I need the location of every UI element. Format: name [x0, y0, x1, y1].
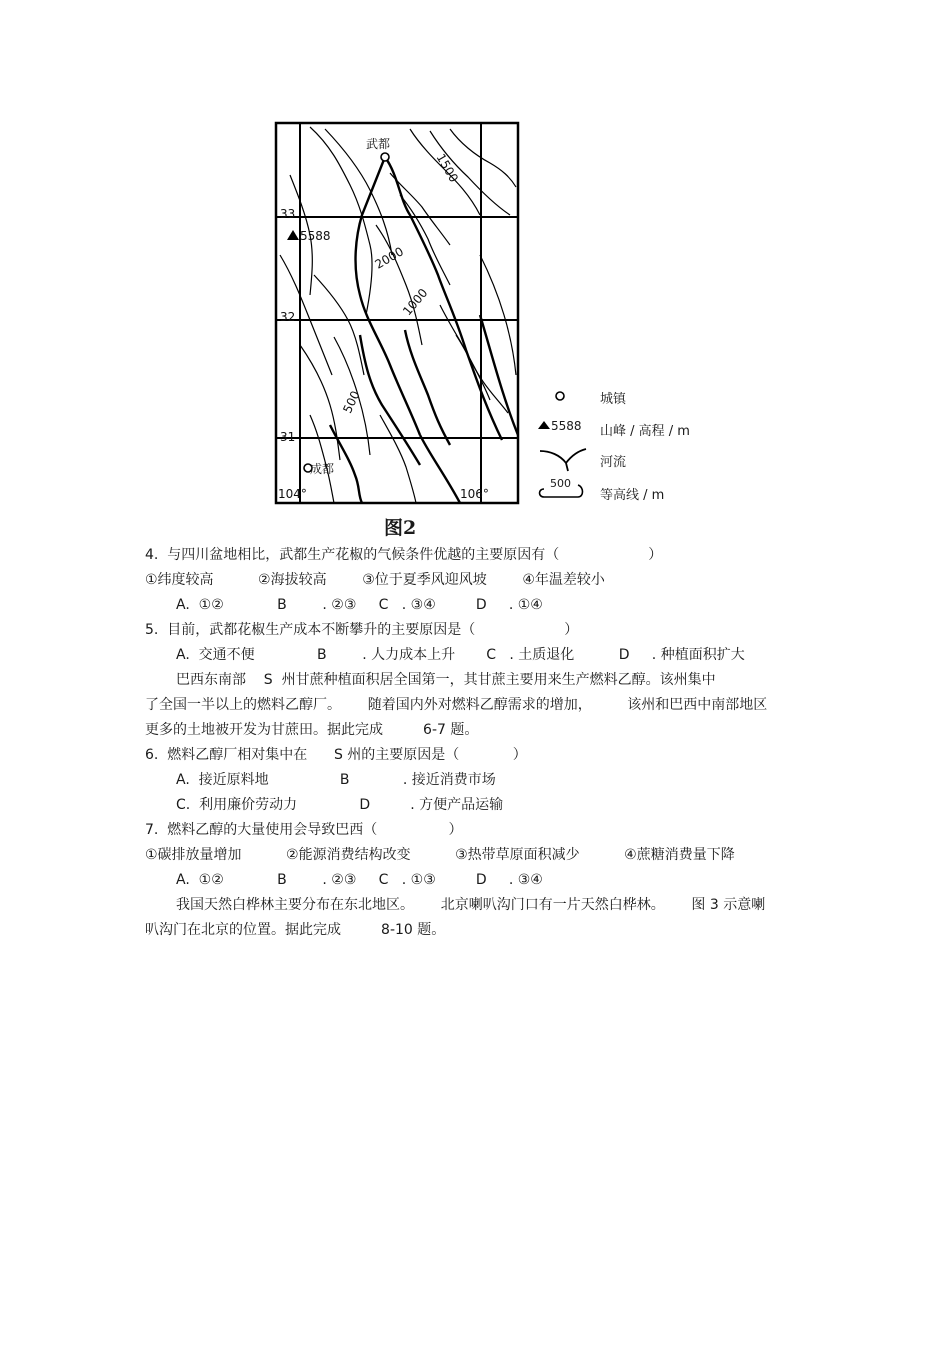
question-7: 7. 燃料乙醇的大量使用会导致巴西（ ） — [145, 822, 463, 838]
contour-label-1500: 1500 — [433, 151, 461, 185]
passage-brazil-line-1: 巴西东南部 S 州甘蔗种植面积居全国第一，其甘蔗主要用来生产燃料乙醇。该州集中 — [176, 672, 716, 688]
passage-brazil-line-3: 更多的土地被开发为甘蔗田。据此完成 6-7 题。 — [145, 722, 479, 738]
passage-birch-line-2: 叭沟门在北京的位置。据此完成 8-10 题。 — [145, 922, 446, 938]
legend-town-label: 城镇 — [600, 392, 627, 407]
figure-caption: 图2 — [384, 517, 417, 539]
map-label-lat-33: 33 — [280, 207, 296, 221]
question-7-options-list: ①碳排放量增加 ②能源消费结构改变 ③热带草原面积减少 ④蔗糖消费量下降 — [145, 847, 735, 863]
passage-birch-line-1: 我国天然白桦林主要分布在东北地区。 北京喇叭沟门口有一片天然白桦林。 图 3 示意喇 — [176, 897, 766, 913]
map-label-lon-106: 106° — [460, 487, 489, 501]
legend-peak-value: 5588 — [551, 419, 582, 433]
map-label-lat-32: 32 — [280, 310, 296, 324]
topographic-map — [270, 115, 720, 545]
legend-peak-symbol — [538, 421, 550, 429]
topographic-map-figure — [270, 115, 720, 545]
map-label-lon-104: 104° — [278, 487, 307, 501]
contour-label-1000: 1000 — [400, 285, 431, 319]
question-5: 5. 目前，武都花椒生产成本不断攀升的主要原因是（ ） — [145, 622, 579, 638]
question-6: 6. 燃料乙醇厂相对集中在 S 州的主要原因是（ ） — [145, 747, 527, 763]
question-7-choices: A. ①② B . ②③ C . ①③ D . ③④ — [176, 872, 543, 888]
question-4: 4. 与四川盆地相比，武都生产花椒的气候条件优越的主要原因有（ ） — [145, 547, 663, 563]
map-label-lat-31: 31 — [280, 430, 296, 444]
question-6-choices-ab: A. 接近原料地 B . 接近消费市场 — [176, 772, 496, 788]
passage-brazil-line-2: 了全国一半以上的燃料乙醇厂。 随着国内外对燃料乙醇需求的增加， 该州和巴西中南部地区 — [145, 697, 768, 713]
contour-label-500: 500 — [340, 388, 363, 416]
legend-peak-label: 山峰 / 高程 / m — [600, 424, 690, 439]
town-marker-wudu — [381, 153, 389, 161]
map-label-wudu: 武都 — [366, 137, 391, 151]
peak-marker-5588 — [287, 230, 299, 240]
map-label-chengdu: 成都 — [310, 462, 335, 476]
map-label-peak: 5588 — [300, 229, 331, 243]
contour-label-2000: 2000 — [372, 244, 407, 272]
legend-river-label: 河流 — [600, 455, 627, 470]
question-5-choices: A. 交通不便 B . 人力成本上升 C . 土质退化 D . 种植面积扩大 — [176, 647, 745, 663]
question-6-choices-cd: C. 利用廉价劳动力 D . 方便产品运输 — [176, 797, 504, 813]
legend-town-symbol — [556, 392, 564, 400]
question-4-choices: A. ①② B . ②③ C . ③④ D . ①④ — [176, 597, 543, 613]
legend-contour-value: 500 — [550, 477, 571, 490]
legend-contour-label: 等高线 / m — [600, 488, 665, 503]
question-4-options-list: ①纬度较高 ②海拔较高 ③位于夏季风迎风坡 ④年温差较小 — [145, 572, 605, 588]
legend-river-symbol — [540, 449, 586, 471]
